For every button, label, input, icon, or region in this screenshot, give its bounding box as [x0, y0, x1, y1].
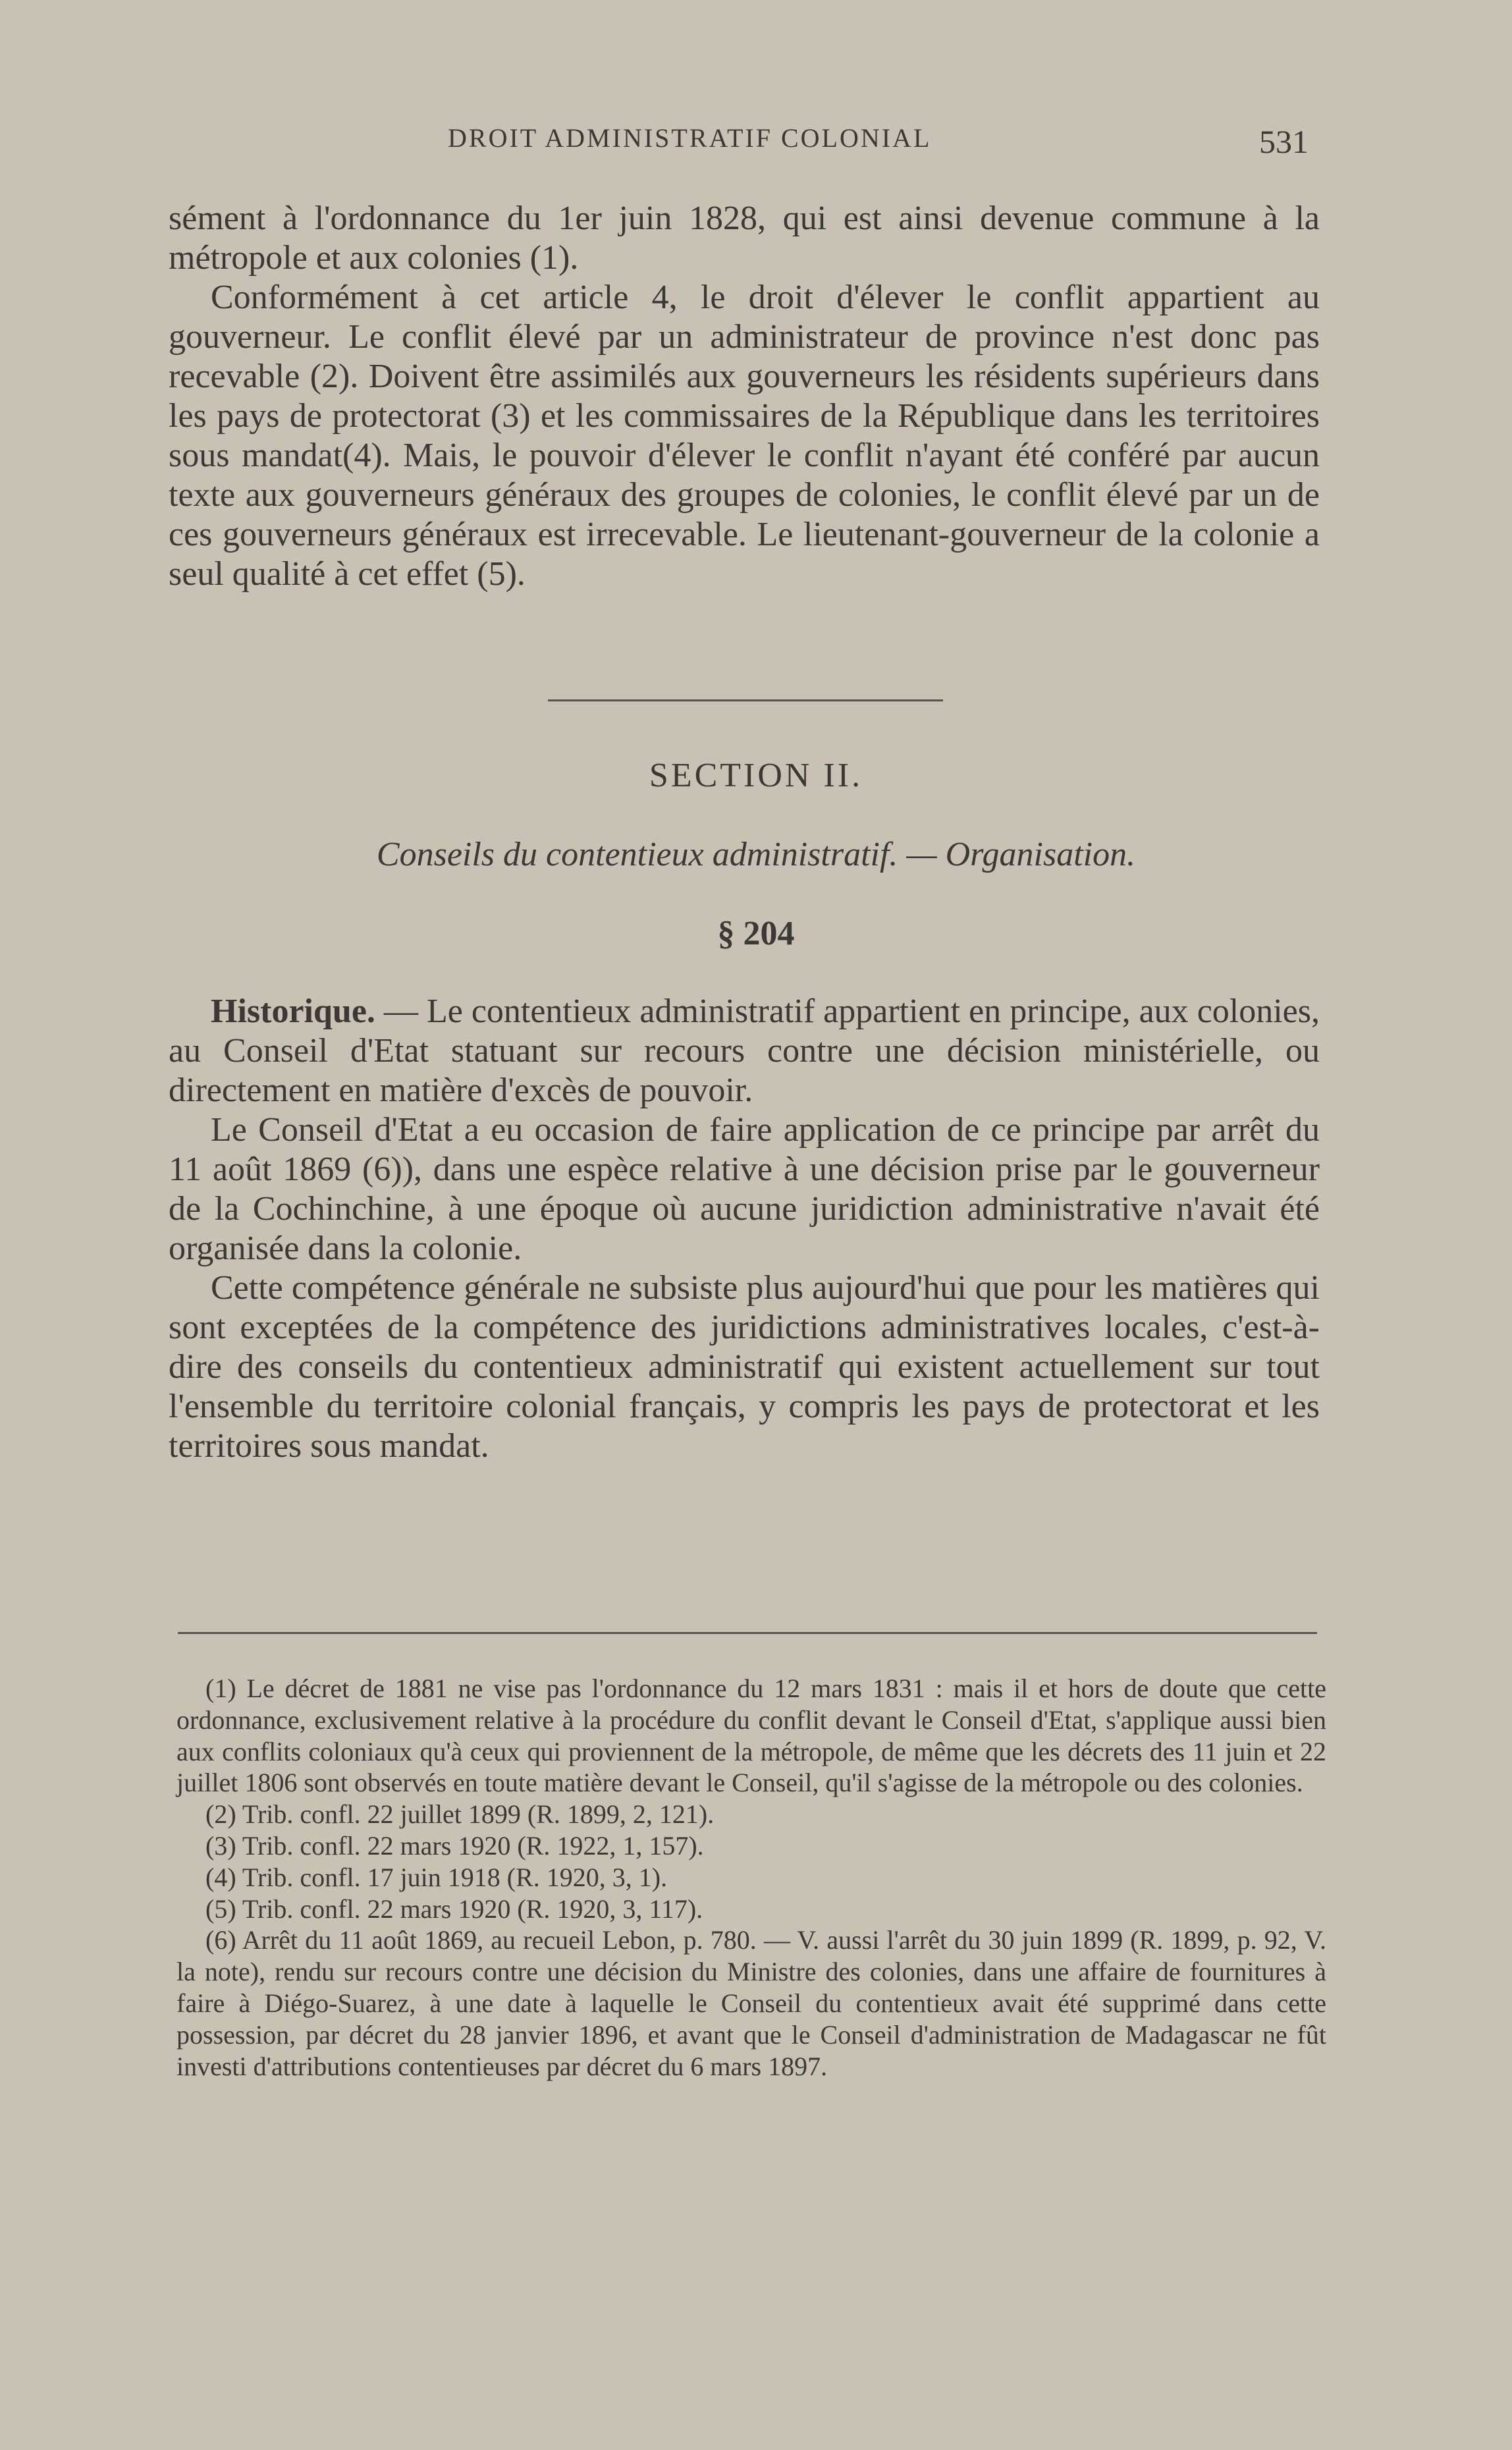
main-text: [169, 992, 1320, 1466]
footnote-3: (3) Trib. confl. 22 mars 1920 (R. 1922, 1, 157).: [205, 1830, 704, 1861]
main-paragraph-3: Cette compétence générale ne subsiste plus aujourd'hui que pour les matières qui sont exceptées de la compétence des juridictions administratives locales, c'est-à-dire des conseils du contentieux administratif qui existent actuellement sur tout l'ensemble du territoire colonial français, y compris les pays de protectorat et les territoires sous mandat.: [169, 1269, 1320, 1465]
section-subtitle: Conseils du contentieux administratif. — Organisation.: [376, 836, 1136, 873]
main-paragraph-1: [169, 992, 1320, 1110]
section-title: SECTION II.: [649, 757, 863, 794]
page-number: 531: [1259, 123, 1309, 160]
footnote-6: (6) Arrêt du 11 août 1869, au recueil Lebon, p. 780. — V. aussi l'arrêt du 30 juin 1899 (R. 1899, p. 92, V. la note), rendu sur recours contre une décision du Ministre des colonies, dans une affaire de fournitures à faire à Diégo-Suarez, à une date à laquelle le Conseil du contentieux avait été supprimé dans cette possession, par décret du 28 janvier 1896, et avant que le Conseil d'administration de Madagascar ne fût investi d'attributions contentieuses par décret du 6 mars 1897.: [176, 1925, 1326, 2081]
lead-heading: Historique.: [211, 993, 375, 1030]
footnote-4: (4) Trib. confl. 17 juin 1918 (R. 1920, 3, 1).: [205, 1862, 668, 1892]
section-divider: [548, 699, 943, 701]
intro-paragraph-1: sément à l'ordonnance du 1er juin 1828, qui est ainsi devenue commune à la métropole et aux colonies (1).: [169, 200, 1320, 277]
footnote-5: (5) Trib. confl. 22 mars 1920 (R. 1920, 3, 117).: [205, 1893, 703, 1924]
footnote-1: (1) Le décret de 1881 ne vise pas l'ordonnance du 12 mars 1831 : mais il et hors de doute que cette ordonnance, exclusivement relative à la procédure du conflit devant le Conseil d'Etat, s'applique aussi bien aux conflits coloniaux qu'à ceux qui proviennent de la métropole, de même que les décrets des 11 juin et 22 juillet 1806 sont observés en toute matière devant le Conseil, qu'il s'agisse de la métropole ou des colonies.: [176, 1674, 1326, 1798]
running-head: DROIT ADMINISTRATIF COLONIAL: [448, 123, 932, 153]
footnote-2: (2) Trib. confl. 22 juillet 1899 (R. 1899, 2, 121).: [205, 1799, 715, 1830]
paragraph-number: § 204: [717, 915, 795, 952]
intro-text: [169, 199, 1320, 594]
footnote-divider: [178, 1632, 1317, 1634]
main-paragraph-1-text: — Le contentieux administratif appartient en principe, aux colonies, au Conseil d'Etat statuant sur recours contre une décision ministérielle, ou directement en matière d'excès de pouvoir.: [169, 993, 1320, 1109]
intro-paragraph-2: Conformément à cet article 4, le droit d'élever le conflit appartient au gouverneur. Le conflit élevé par un administrateur de province n'est donc pas recevable (2). Doivent être assimilés aux gouverneurs les résidents supérieurs dans les pays de protectorat (3) et les commissaires de la République dans les territoires sous mandat(4). Mais, le pouvoir d'élever le conflit n'ayant été conféré par aucun texte aux gouverneurs généraux des groupes de colonies, le conflit élevé par un de ces gouverneurs généraux est irrecevable. Le lieutenant-gouverneur de la colonie a seul qualité à cet effet (5).: [169, 279, 1320, 593]
footnotes: [176, 1673, 1326, 2082]
main-paragraph-2: Le Conseil d'Etat a eu occasion de faire application de ce principe par arrêt du 11 août 1869 (6)), dans une espèce relative à une décision prise par le gouverneur de la Cochinchine, à une époque où aucune juridiction administrative n'avait été organisée dans la colonie.: [169, 1111, 1320, 1267]
